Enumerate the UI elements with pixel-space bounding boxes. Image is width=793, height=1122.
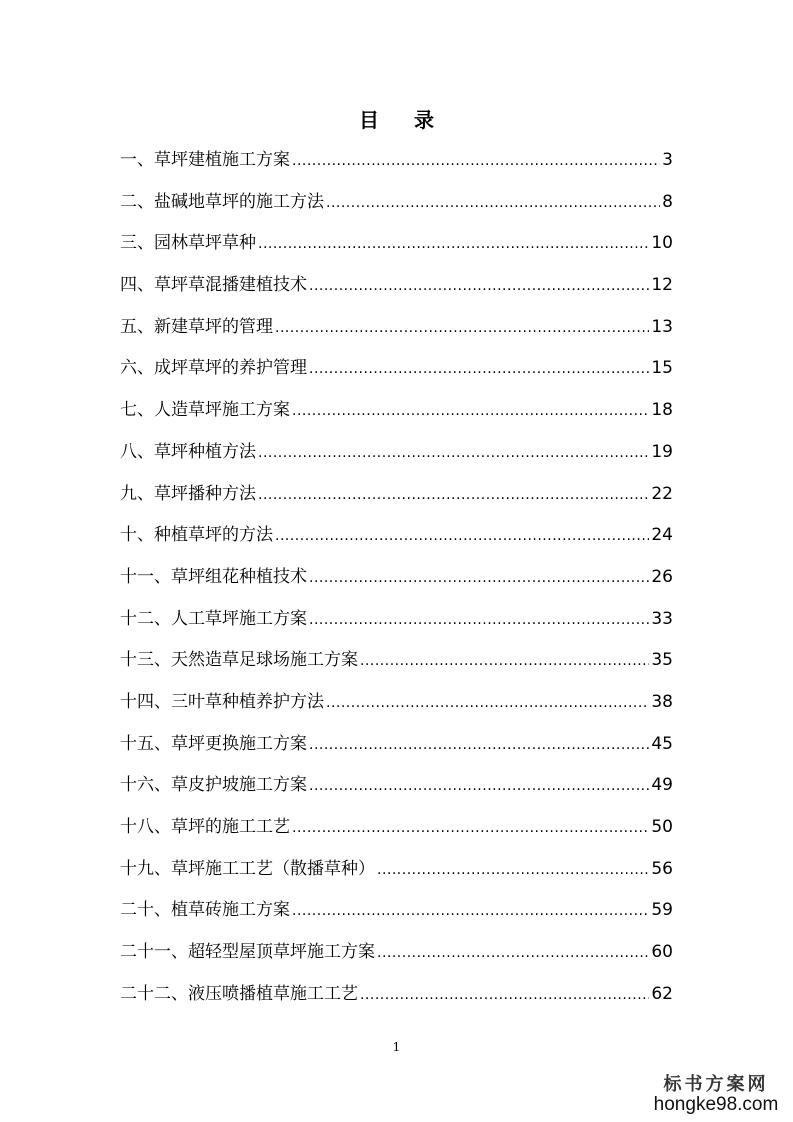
- toc-entry-page: 12: [651, 275, 673, 296]
- toc-entry-page: 49: [651, 775, 673, 796]
- toc-entry-page: 45: [651, 733, 673, 754]
- toc-entry[interactable]: [120, 813, 673, 855]
- toc-dot-leader: [292, 147, 660, 175]
- toc-entry-page: 24: [651, 525, 673, 546]
- toc-dot-leader: [377, 939, 649, 967]
- toc-entry-label: 十八、草坪的施工工艺: [120, 817, 290, 837]
- toc-entry-page: 38: [651, 691, 673, 712]
- toc-entry[interactable]: [120, 313, 673, 355]
- toc-entry-page: 19: [651, 441, 673, 462]
- toc-dot-leader: [326, 189, 660, 217]
- toc-entry-label: 二十、植草砖施工方案: [120, 900, 290, 921]
- toc-entry-page: 8: [662, 191, 673, 212]
- toc-dot-leader: [360, 647, 649, 675]
- toc-entry[interactable]: [120, 438, 673, 480]
- toc-title: 目 录: [359, 108, 448, 132]
- toc-entry-label: 二十二、液压喷播植草施工工艺: [120, 983, 358, 1004]
- toc-entry[interactable]: [120, 646, 673, 688]
- toc-entry[interactable]: [120, 146, 673, 188]
- toc-entry-page: 22: [651, 483, 673, 504]
- toc-entry[interactable]: [120, 521, 673, 563]
- toc-entry-page: 59: [651, 900, 673, 921]
- toc-entry-label: 十五、草坪更换施工方案: [120, 733, 307, 754]
- toc-dot-leader: [309, 772, 649, 800]
- toc-entry-page: 60: [651, 942, 673, 963]
- toc-entry-page: 35: [651, 650, 673, 671]
- toc-dot-leader: [292, 897, 649, 925]
- toc-entry-label: 十二、人工草坪施工方案: [120, 608, 307, 629]
- watermark-brand: 标书方案网: [663, 1074, 769, 1095]
- toc-entry[interactable]: [120, 605, 673, 647]
- toc-entry[interactable]: [120, 229, 673, 271]
- toc-entry-page: 13: [651, 316, 673, 337]
- toc-entry-page: 56: [651, 858, 673, 879]
- toc-entry-page: 3: [662, 150, 673, 170]
- toc-dot-leader: [377, 856, 649, 884]
- toc-entry-label: 三、园林草坪草种: [120, 233, 256, 254]
- toc-entry[interactable]: [120, 480, 673, 522]
- toc-entry-label: 十九、草坪施工工艺（散播草种）: [120, 858, 375, 879]
- toc-dot-leader: [258, 439, 649, 467]
- toc-entry[interactable]: [120, 980, 673, 1022]
- toc-dot-leader: [360, 981, 649, 1009]
- toc-dot-leader: [309, 731, 649, 759]
- toc-dot-leader: [309, 606, 649, 634]
- toc-entry[interactable]: [120, 730, 673, 772]
- toc-entry[interactable]: [120, 563, 673, 605]
- toc-entry-label: 五、新建草坪的管理: [120, 316, 273, 337]
- page-number: 1: [392, 1040, 401, 1054]
- toc-entry[interactable]: [120, 896, 673, 938]
- toc-entry-label: 九、草坪播种方法: [120, 483, 256, 504]
- toc-entry-label: 四、草坪草混播建植技术: [120, 275, 307, 296]
- toc-dot-leader: [258, 230, 649, 258]
- toc-entry-label: 十、种植草坪的方法: [120, 525, 273, 546]
- toc-entry-label: 十三、天然造草足球场施工方案: [120, 650, 358, 671]
- toc-entry-label: 七、人造草坪施工方案: [120, 400, 290, 421]
- toc-entry-page: 26: [651, 566, 673, 587]
- toc-entry-label: 十一、草坪组花种植技术: [120, 566, 307, 587]
- toc-entry-page: 33: [651, 608, 673, 629]
- toc-entry[interactable]: [120, 938, 673, 980]
- toc-entry[interactable]: [120, 354, 673, 396]
- toc-entry-page: 15: [651, 358, 673, 379]
- toc-list: [120, 146, 673, 1021]
- toc-entry-page: 18: [651, 400, 673, 421]
- toc-entry-label: 一、草坪建植施工方案: [120, 150, 290, 170]
- toc-dot-leader: [309, 355, 649, 383]
- watermark-logo: [651, 1070, 781, 1116]
- toc-dot-leader: [309, 272, 649, 300]
- toc-entry[interactable]: [120, 688, 673, 730]
- toc-entry[interactable]: [120, 271, 673, 313]
- watermark-url: hongke98.com: [653, 1094, 779, 1115]
- toc-dot-leader: [326, 689, 649, 717]
- toc-entry[interactable]: [120, 771, 673, 813]
- toc-dot-leader: [292, 814, 649, 842]
- toc-entry-label: 二十一、超轻型屋顶草坪施工方案: [120, 942, 375, 963]
- toc-entry-label: 六、成坪草坪的养护管理: [120, 358, 307, 379]
- toc-entry-page: 50: [651, 817, 673, 837]
- toc-entry-label: 十六、草皮护坡施工方案: [120, 775, 307, 796]
- toc-dot-leader: [309, 564, 649, 592]
- toc-entry[interactable]: [120, 188, 673, 230]
- toc-entry[interactable]: [120, 396, 673, 438]
- toc-dot-leader: [275, 314, 649, 342]
- toc-dot-leader: [292, 397, 649, 425]
- toc-entry-label: 二、盐碱地草坪的施工方法: [120, 191, 324, 212]
- toc-entry-label: 十四、三叶草种植养护方法: [120, 691, 324, 712]
- toc-entry-page: 10: [651, 233, 673, 254]
- toc-entry-label: 八、草坪种植方法: [120, 441, 256, 462]
- toc-dot-leader: [275, 522, 649, 550]
- toc-entry[interactable]: [120, 855, 673, 897]
- toc-entry-page: 62: [651, 983, 673, 1004]
- toc-dot-leader: [258, 481, 649, 509]
